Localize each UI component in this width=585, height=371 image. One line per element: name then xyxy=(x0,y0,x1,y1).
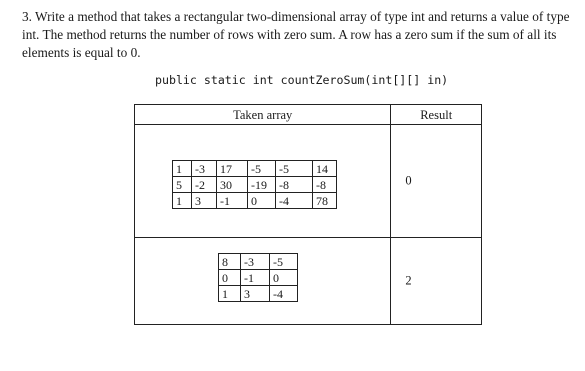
matrix-cell: 0 xyxy=(270,270,298,286)
examples-table xyxy=(134,104,482,325)
matrix-cell: -1 xyxy=(241,270,270,286)
matrix-cell: 1 xyxy=(219,286,241,302)
header-taken-array: Taken array xyxy=(135,105,391,125)
matrix-cell: -3 xyxy=(192,161,217,177)
result-value: 0 xyxy=(405,173,412,188)
matrix-cell: 3 xyxy=(192,193,217,209)
matrix-row xyxy=(173,177,337,193)
matrix-cell: 0 xyxy=(219,270,241,286)
matrix-cell: -2 xyxy=(192,177,217,193)
matrix-cell: -8 xyxy=(313,177,337,193)
matrix-cell: 0 xyxy=(248,193,276,209)
matrix-row xyxy=(173,193,337,209)
matrix-cell: -4 xyxy=(270,286,298,302)
matrix-cell: 78 xyxy=(313,193,337,209)
example-row xyxy=(135,238,482,325)
example-array-cell xyxy=(135,125,391,238)
matrix-cell: -3 xyxy=(241,254,270,270)
matrix-cell: 30 xyxy=(217,177,248,193)
matrix-row xyxy=(173,161,337,177)
matrix-cell: -5 xyxy=(270,254,298,270)
matrix-cell: -1 xyxy=(217,193,248,209)
matrix-row xyxy=(219,270,298,286)
matrix-cell: 17 xyxy=(217,161,248,177)
examples-header-row xyxy=(135,105,482,125)
example-array-cell xyxy=(135,238,391,325)
example-result-cell xyxy=(391,125,482,238)
matrix-row xyxy=(219,254,298,270)
matrix-cell: 1 xyxy=(173,161,192,177)
array-matrix xyxy=(172,160,337,209)
matrix-row xyxy=(219,286,298,302)
matrix-cell: 5 xyxy=(173,177,192,193)
example-result-cell xyxy=(391,238,482,325)
matrix-cell: 14 xyxy=(313,161,337,177)
matrix-cell: -4 xyxy=(276,193,313,209)
matrix-cell: -5 xyxy=(248,161,276,177)
matrix-cell: -19 xyxy=(248,177,276,193)
matrix-cell: 8 xyxy=(219,254,241,270)
matrix-cell: -8 xyxy=(276,177,313,193)
header-result: Result xyxy=(391,105,482,125)
example-row xyxy=(135,125,482,238)
problem-statement: 3. Write a method that takes a rectangular two-dimensional array of type int and returns a value of type int. The method returns the number of rows with zero sum. A row has a zero sum if the sum of all its elements is equal to 0. xyxy=(22,9,570,60)
matrix-cell: 1 xyxy=(173,193,192,209)
matrix-cell: 3 xyxy=(241,286,270,302)
method-signature: public static int countZeroSum(int[][] in) xyxy=(155,73,449,87)
array-matrix xyxy=(218,253,298,302)
result-value: 2 xyxy=(405,273,412,288)
matrix-cell: -5 xyxy=(276,161,313,177)
